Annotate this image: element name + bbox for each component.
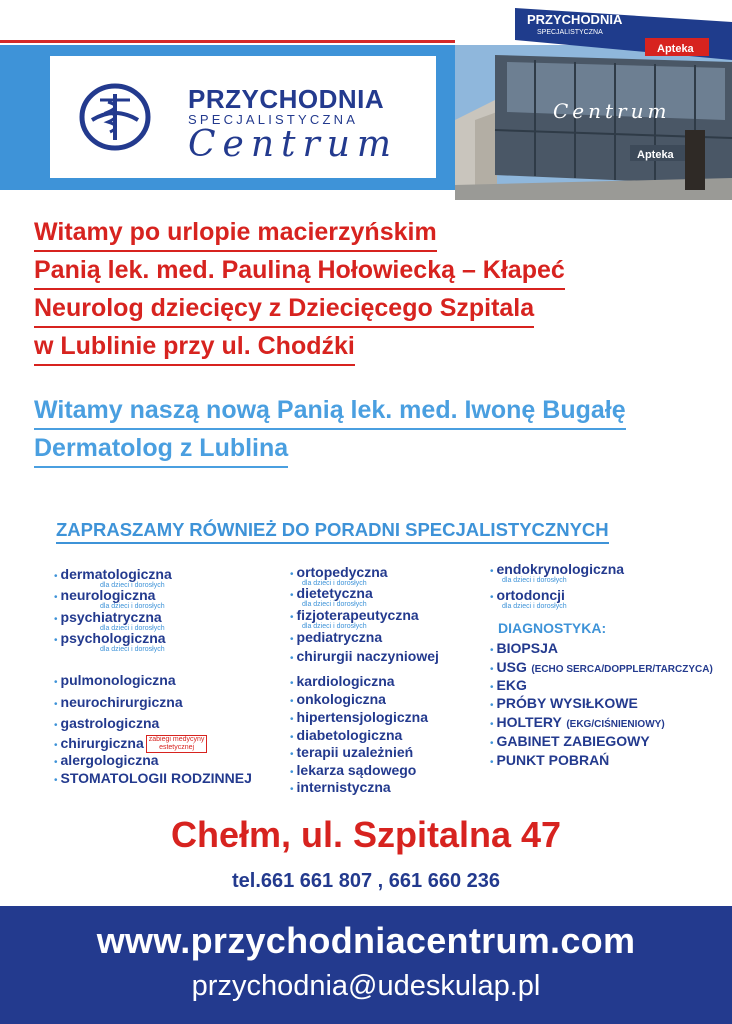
diagnostics-item: • BIOPSJA	[490, 640, 558, 656]
clinic-note: dla dzieci i dorosłych	[302, 623, 367, 630]
clinic-list-item: • neurochirurgiczna	[54, 694, 183, 710]
clinic-note: dla dzieci i dorosłych	[502, 577, 567, 584]
clinic-list-item: • pulmonologiczna	[54, 672, 176, 688]
clinic-note: dla dzieci i dorosłych	[100, 582, 165, 589]
clinic-note: dla dzieci i dorosłych	[302, 601, 367, 608]
clinic-note: dla dzieci i dorosłych	[100, 646, 165, 653]
clinic-list-item: • psychiatryczna	[54, 609, 162, 625]
welcome-back-line: w Lublinie przy ul. Chodźki	[34, 328, 355, 366]
clinic-list-item: • alergologiczna	[54, 752, 159, 768]
building-sign-text: PRZYCHODNIA	[527, 12, 623, 27]
clinic-list-item: • dermatologiczna	[54, 566, 172, 582]
clinic-list-item: • internistyczna	[290, 779, 391, 795]
footer-band	[0, 906, 732, 1024]
clinic-list-item: • psychologiczna	[54, 630, 166, 646]
clinic-list-item: • STOMATOLOGII RODZINNEJ	[54, 770, 252, 786]
clinic-list-item: • dietetyczna	[290, 585, 373, 601]
welcome-new-line: Dermatolog z Lublina	[34, 430, 288, 468]
clinic-list-item: • neurologiczna	[54, 587, 156, 603]
clinic-list-item: • hipertensjologiczna	[290, 709, 428, 725]
building-facade-apteka: Apteka	[637, 149, 674, 161]
clinic-note: dla dzieci i dorosłych	[100, 603, 165, 610]
clinic-list-item: • ortopedyczna	[290, 564, 388, 580]
building-apteka-sign: Apteka	[657, 43, 694, 55]
diagnostics-item: • HOLTERY (EKG/CIŚNIENIOWY)	[490, 714, 665, 730]
building-photo	[455, 0, 732, 200]
diagnostics-heading: DIAGNOSTYKA:	[498, 620, 607, 636]
clinic-logo	[50, 56, 436, 178]
welcome-new-doctor-message	[34, 392, 626, 468]
logo-name: Centrum	[188, 124, 399, 165]
building-facade-name: Centrum	[553, 99, 671, 123]
clinic-note: dla dzieci i dorosłych	[502, 603, 567, 610]
email-link[interactable]: przychodnia@udeskulap.pl	[191, 970, 541, 1002]
clinic-note: dla dzieci i dorosłych	[302, 580, 367, 587]
clinic-list-item: • kardiologiczna	[290, 673, 395, 689]
clinic-list-item: • chirurgiczna zabiegi medycyny estetycznej	[54, 735, 207, 753]
logo-subtitle: SPECJALISTYCZNA	[188, 112, 359, 127]
aesthetic-medicine-note: zabiegi medycyny estetycznej	[146, 735, 208, 753]
clinic-list-item: • terapii uzależnień	[290, 744, 414, 760]
diagnostics-item: • GABINET ZABIEGOWY	[490, 733, 650, 749]
clinic-note: dla dzieci i dorosłych	[100, 625, 165, 632]
diagnostics-item: • EKG	[490, 677, 527, 693]
welcome-new-line: Witamy naszą nową Panią lek. med. Iwonę Bugałę	[34, 392, 626, 430]
diagnostics-item: • USG (ECHO SERCA/DOPPLER/TARCZYCA)	[490, 659, 713, 675]
clinic-list-item: • pediatryczna	[290, 629, 383, 645]
welcome-back-line: Neurolog dziecięcy z Dziecięcego Szpitala	[34, 290, 534, 328]
clinic-list-item: • fizjoterapeutyczna	[290, 607, 419, 623]
welcome-back-line: Panią lek. med. Pauliną Hołowiecką – Kłapeć	[34, 252, 565, 290]
clinic-list-item: • gastrologiczna	[54, 715, 160, 731]
clinic-list-item: • onkologiczna	[290, 691, 386, 707]
clinic-list-item: • diabetologiczna	[290, 727, 403, 743]
website-link[interactable]: www.przychodniacentrum.com	[96, 920, 636, 961]
welcome-back-line: Witamy po urlopie macierzyńskim	[34, 214, 437, 252]
specialist-clinics-heading: ZAPRASZAMY RÓWNIEŻ DO PORADNI SPECJALISTYCZNYCH	[56, 518, 609, 544]
clinic-list-item: • lekarza sądowego	[290, 762, 417, 778]
diagnostics-item: • PUNKT POBRAŃ	[490, 752, 610, 768]
clinic-list-item: • endokrynologiczna	[490, 561, 625, 577]
diagnostics-item: • PRÓBY WYSIŁKOWE	[490, 695, 638, 711]
clinic-phone: tel.661 661 807 , 661 660 236	[231, 870, 500, 892]
building-sign-subtext: SPECJALISTYCZNA	[537, 29, 603, 36]
clinic-address: Chełm, ul. Szpitalna 47	[170, 814, 562, 855]
clinic-list-item: • ortodoncji	[490, 587, 565, 603]
welcome-back-message	[34, 214, 565, 366]
logo-title: PRZYCHODNIA	[188, 84, 385, 114]
clinic-list-item: • chirurgii naczyniowej	[290, 648, 439, 664]
caduceus-logo-icon	[78, 82, 152, 152]
